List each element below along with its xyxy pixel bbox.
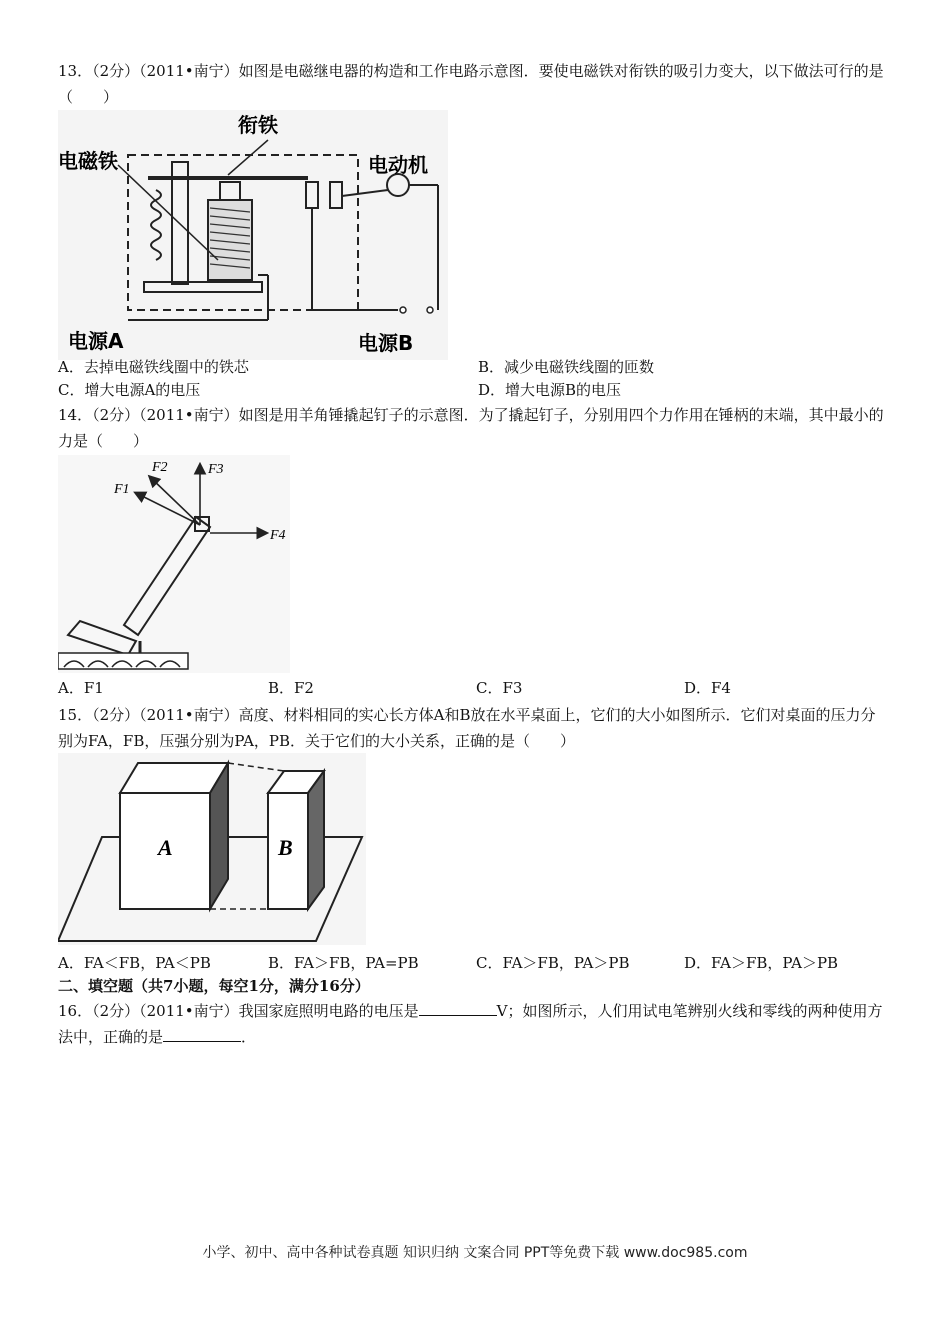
q14-option-a: A．F1	[58, 679, 104, 697]
q16-part1: 16．（2分）（2011•南宁）我国家庭照明电路的电压是	[58, 1002, 419, 1020]
blocks-figure	[58, 753, 366, 945]
q13-option-d: D．增大电源B的电压	[478, 381, 622, 399]
label-electromagnet: 电磁铁	[58, 149, 118, 173]
question-16-text	[58, 998, 890, 1050]
q14-option-c: C．F3	[476, 679, 523, 697]
q13-option-b: B．减少电磁铁线圈的匝数	[478, 358, 655, 376]
page-footer: 小学、初中、高中各种试卷真题 知识归纳 文案合同 PPT等免费下载 www.doc985.com	[202, 1245, 748, 1261]
label-block-a: A	[158, 835, 173, 860]
q16-blank-2[interactable]	[163, 1025, 241, 1042]
label-f1: F1	[114, 482, 130, 497]
q16-part3: ．	[241, 1028, 257, 1046]
q15-option-d: D．FA＞FB，PA＞PB	[684, 954, 839, 972]
relay-circuit-figure	[58, 110, 448, 360]
q15-option-a: A．FA＜FB，PA＜PB	[58, 954, 211, 972]
question-15-text: 15．（2分）（2011•南宁）高度、材料相同的实心长方体A和B放在水平桌面上，它们的大小如图所示．它们对桌面的压力分别为FA，FB，压强分别为PA，PB．关于它们的大小关系，正确的是（ ）	[58, 706, 876, 750]
label-f3: F3	[208, 462, 224, 477]
label-f2: F2	[152, 460, 168, 475]
label-block-b: B	[278, 835, 293, 860]
label-armature: 衔铁	[238, 113, 278, 137]
q15-option-c: C．FA＞FB，PA＞PB	[476, 954, 630, 972]
question-13-text: 13．（2分）（2011•南宁）如图是电磁继电器的构造和工作电路示意图．要使电磁铁对衔铁的吸引力变大，以下做法可行的是（ ）	[58, 62, 884, 106]
section-heading: 二、填空题（共7小题，每空1分，满分16分）	[58, 977, 370, 995]
label-motor: 电动机	[368, 153, 428, 177]
q14-option-d: D．F4	[684, 679, 731, 697]
label-power-a: 电源A	[68, 329, 124, 353]
label-power-b: 电源B	[358, 331, 414, 355]
label-f4: F4	[270, 528, 286, 543]
q14-option-b: B．F2	[268, 679, 314, 697]
q15-option-b: B．FA＞FB，PA=PB	[268, 954, 419, 972]
hammer-lever-figure	[58, 455, 290, 673]
q16-blank-1[interactable]	[419, 999, 497, 1016]
q13-option-a: A．去掉电磁铁线圈中的铁芯	[58, 358, 249, 376]
question-14-text: 14．（2分）（2011•南宁）如图是用羊角锤撬起钉子的示意图．为了撬起钉子，分别用四个力作用在锤柄的末端，其中最小的力是（ ）	[58, 406, 884, 450]
q13-option-c: C．增大电源A的电压	[58, 381, 201, 399]
q16-part2: V；如图所示，人们用试电笔辨别火线和零线的两种使用方法中，正确的是	[58, 1002, 883, 1046]
